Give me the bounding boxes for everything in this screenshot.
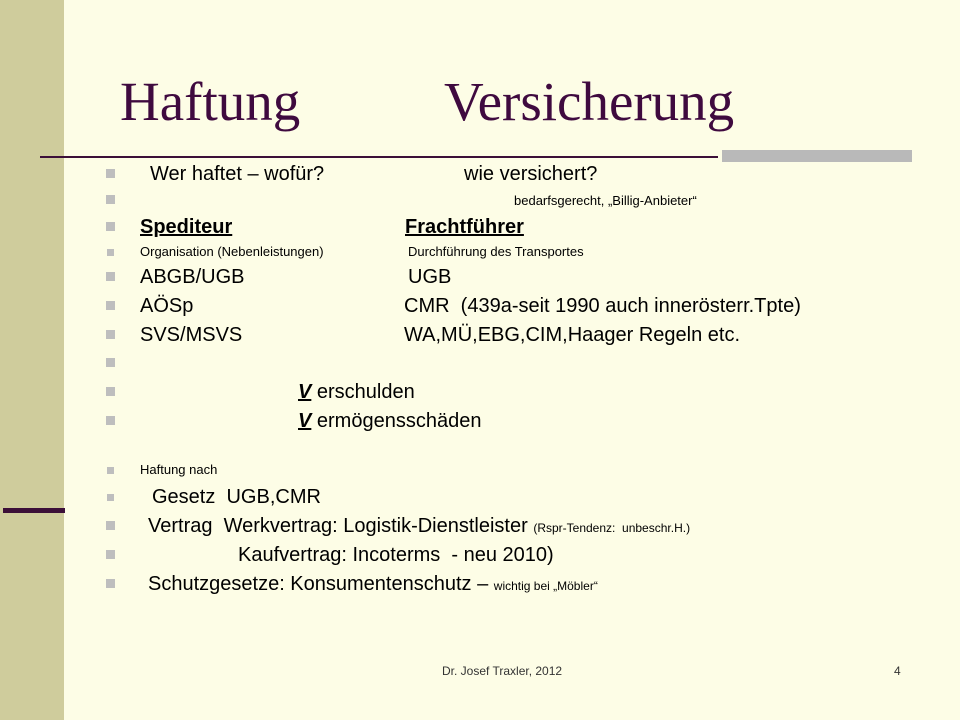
spediteur-terms: AÖSp	[140, 295, 194, 317]
frachtfuehrer-conventions: WA,MÜ,EBG,CIM,Haager Regeln etc.	[404, 324, 741, 346]
title-versicherung: Versicherung	[444, 71, 735, 132]
bullet-icon	[106, 330, 115, 339]
bullet-icon	[107, 249, 114, 256]
protective-laws-text: Schutzgesetze: Konsumentenschutz –	[148, 573, 489, 595]
vermoegensschaeden-line	[298, 411, 481, 431]
insurance-note: bedarfsgerecht, „Billig-Anbieter“	[514, 193, 697, 208]
spediteur-insurance: SVS/MSVS	[140, 324, 243, 346]
bullet-icon	[106, 272, 115, 281]
frachtfuehrer-scope: Durchführung des Transportes	[408, 244, 584, 259]
bullet-icon	[107, 494, 114, 501]
sidebar-accent-line	[3, 508, 65, 513]
bullet-icon	[106, 550, 115, 559]
frachtfuehrer-terms: CMR (439a-seit 1990 auch innerösterr.Tpte)	[404, 295, 801, 317]
slide-title	[0, 70, 960, 130]
bullet-icon	[106, 169, 115, 178]
liability-contract-note: (Rspr-Tendenz: unbeschr.H.)	[533, 521, 691, 535]
spediteur-law: ABGB/UGB	[140, 266, 245, 288]
liability-contract	[148, 516, 690, 536]
bullet-icon	[106, 301, 115, 310]
bullet-icon	[106, 222, 115, 231]
bullet-icon	[106, 387, 115, 396]
title-accent-bar	[722, 150, 912, 162]
slide-number: 4	[894, 664, 901, 678]
frachtfuehrer-law: UGB	[408, 266, 452, 288]
bullet-icon	[106, 579, 115, 588]
bullet-icon	[107, 467, 114, 474]
heading-frachtfuehrer: Frachtführer	[405, 216, 524, 238]
liability-basis-label: Haftung nach	[140, 462, 218, 477]
bullet-icon	[106, 416, 115, 425]
vermoegensschaeden-rest: ermögensschäden	[311, 410, 482, 432]
liability-law: Gesetz UGB,CMR	[152, 486, 321, 508]
purchase-contract: Kaufvertrag: Incoterms - neu 2010)	[238, 544, 554, 566]
question-who-liable: Wer haftet – wofür?	[150, 163, 325, 185]
title-haftung: Haftung	[120, 71, 301, 132]
footer-author: Dr. Josef Traxler, 2012	[442, 664, 563, 678]
title-underline	[40, 156, 718, 158]
verschulden-line	[298, 382, 415, 402]
vermoegensschaeden-letter: V	[298, 410, 312, 432]
spediteur-scope: Organisation (Nebenleistungen)	[140, 244, 324, 259]
question-how-insured: wie versichert?	[464, 163, 598, 185]
bullet-icon	[106, 195, 115, 204]
heading-spediteur: Spediteur	[140, 216, 233, 238]
protective-laws-note: wichtig bei „Möbler“	[493, 579, 598, 593]
liability-contract-text: Vertrag Werkvertrag: Logistik-Dienstleister	[148, 515, 528, 537]
protective-laws	[148, 574, 598, 594]
bullet-icon	[106, 521, 115, 530]
bullet-icon	[106, 358, 115, 367]
verschulden-letter: V	[298, 381, 312, 403]
verschulden-rest: erschulden	[311, 381, 415, 403]
